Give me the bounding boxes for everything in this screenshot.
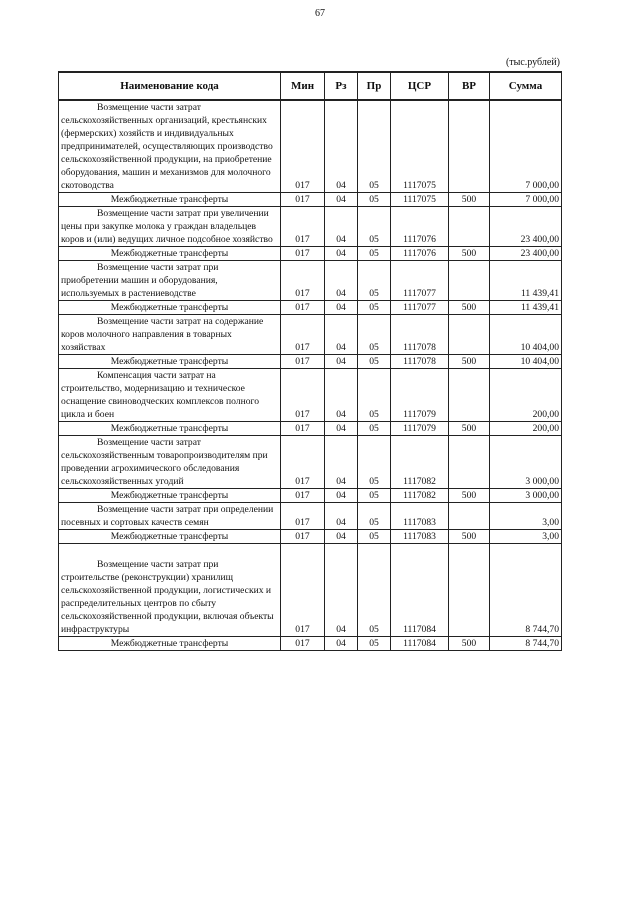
row-csr: 1117083 <box>391 503 449 530</box>
row-vr <box>449 369 490 422</box>
col-header-vr: ВР <box>449 72 490 100</box>
row-name: Межбюджетные трансферты <box>59 489 281 503</box>
row-csr: 1117083 <box>391 530 449 544</box>
row-csr: 1117082 <box>391 489 449 503</box>
row-name: Межбюджетные трансферты <box>59 301 281 315</box>
row-vr: 500 <box>449 422 490 436</box>
row-vr <box>449 436 490 489</box>
row-pr: 05 <box>358 100 391 193</box>
row-pr: 05 <box>358 489 391 503</box>
row-min: 017 <box>281 355 325 369</box>
row-pr: 05 <box>358 261 391 301</box>
row-name-text: Возмещение части затрат на содержание коров молочного направления в товарных хозяйствах <box>61 316 264 353</box>
table-row <box>59 369 562 422</box>
row-csr: 1117078 <box>391 355 449 369</box>
row-rz: 04 <box>325 207 358 247</box>
budget-table <box>58 71 562 651</box>
row-min: 017 <box>281 100 325 193</box>
row-pr: 05 <box>358 301 391 315</box>
row-name <box>59 436 281 489</box>
row-vr: 500 <box>449 489 490 503</box>
row-name: Межбюджетные трансферты <box>59 247 281 261</box>
row-csr: 1117078 <box>391 315 449 355</box>
row-name-text: Возмещение части затрат при увеличении цены при закупке молока у граждан владельцев коров и (или) ведущих личное подсобное хозяйство <box>61 208 273 245</box>
row-vr: 500 <box>449 193 490 207</box>
row-name-text: Возмещение части затрат сельскохозяйственным товаропроизводителям при проведении агрохимического обследования сельскохозяйственных угодий <box>61 437 268 487</box>
row-min: 017 <box>281 544 325 637</box>
row-name <box>59 207 281 247</box>
row-pr: 05 <box>358 436 391 489</box>
table-row <box>59 637 562 651</box>
row-min: 017 <box>281 503 325 530</box>
row-sum: 8 744,70 <box>490 544 562 637</box>
row-sum: 3 000,00 <box>490 436 562 489</box>
units-label: (тыс.рублей) <box>505 57 560 68</box>
row-rz: 04 <box>325 637 358 651</box>
col-header-sum: Сумма <box>490 72 562 100</box>
row-name: Межбюджетные трансферты <box>59 422 281 436</box>
row-sum: 10 404,00 <box>490 315 562 355</box>
row-csr: 1117075 <box>391 193 449 207</box>
row-min: 017 <box>281 315 325 355</box>
row-vr: 500 <box>449 355 490 369</box>
row-name-text: Возмещение части затрат при определении посевных и сортовых качеств семян <box>61 504 274 528</box>
row-csr: 1117082 <box>391 436 449 489</box>
row-pr: 05 <box>358 530 391 544</box>
row-name <box>59 261 281 301</box>
table-row <box>59 530 562 544</box>
row-sum: 200,00 <box>490 422 562 436</box>
row-min: 017 <box>281 207 325 247</box>
row-rz: 04 <box>325 315 358 355</box>
table-row <box>59 247 562 261</box>
row-sum: 200,00 <box>490 369 562 422</box>
row-sum: 7 000,00 <box>490 193 562 207</box>
table-row <box>59 100 562 193</box>
row-min: 017 <box>281 422 325 436</box>
table-row <box>59 355 562 369</box>
table-row <box>59 544 562 637</box>
row-pr: 05 <box>358 369 391 422</box>
row-min: 017 <box>281 247 325 261</box>
row-pr: 05 <box>358 207 391 247</box>
row-pr: 05 <box>358 503 391 530</box>
row-csr: 1117076 <box>391 207 449 247</box>
row-csr: 1117077 <box>391 301 449 315</box>
row-name-text: Возмещение части затрат сельскохозяйственных организаций, крестьянских (фермерских) хозяйств и индивидуальных предпринимателей, осуществляющих производство сельскохозяйственной продукции, на приобретение оборудования, машин и механизмов для молочного скотоводства <box>61 102 273 191</box>
row-sum: 7 000,00 <box>490 100 562 193</box>
row-vr <box>449 100 490 193</box>
row-pr: 05 <box>358 315 391 355</box>
row-name <box>59 100 281 193</box>
row-pr: 05 <box>358 193 391 207</box>
table-row <box>59 315 562 355</box>
row-min: 017 <box>281 369 325 422</box>
row-sum: 3,00 <box>490 503 562 530</box>
col-header-min: Мин <box>281 72 325 100</box>
row-rz: 04 <box>325 422 358 436</box>
table-row <box>59 207 562 247</box>
row-csr: 1117076 <box>391 247 449 261</box>
row-pr: 05 <box>358 355 391 369</box>
row-name-text: Возмещение части затрат при строительстве (реконструкции) хранилищ сельскохозяйственной продукции, логистических и распределительных центров по сбыту сельскохозяйственной продукции, включая объекты инфраструктуры <box>61 559 274 635</box>
row-rz: 04 <box>325 530 358 544</box>
row-rz: 04 <box>325 436 358 489</box>
row-vr <box>449 503 490 530</box>
row-min: 017 <box>281 436 325 489</box>
row-sum: 10 404,00 <box>490 355 562 369</box>
row-min: 017 <box>281 261 325 301</box>
row-name: Межбюджетные трансферты <box>59 193 281 207</box>
row-csr: 1117079 <box>391 369 449 422</box>
table-row <box>59 301 562 315</box>
row-vr: 500 <box>449 530 490 544</box>
row-vr <box>449 261 490 301</box>
row-sum: 11 439,41 <box>490 261 562 301</box>
table-row <box>59 436 562 489</box>
page-number: 67 <box>315 8 325 19</box>
row-sum: 23 400,00 <box>490 247 562 261</box>
row-rz: 04 <box>325 100 358 193</box>
row-sum: 11 439,41 <box>490 301 562 315</box>
col-header-name: Наименование кода <box>59 72 281 100</box>
row-name-text: Возмещение части затрат при приобретении машин и оборудования, используемых в растениеводстве <box>61 262 219 299</box>
row-vr <box>449 544 490 637</box>
col-header-csr: ЦСР <box>391 72 449 100</box>
row-pr: 05 <box>358 544 391 637</box>
row-min: 017 <box>281 637 325 651</box>
table-row <box>59 422 562 436</box>
row-vr: 500 <box>449 301 490 315</box>
col-header-pr: Пр <box>358 72 391 100</box>
row-sum: 8 744,70 <box>490 637 562 651</box>
table-row <box>59 489 562 503</box>
row-csr: 1117084 <box>391 637 449 651</box>
row-vr <box>449 207 490 247</box>
row-rz: 04 <box>325 489 358 503</box>
row-min: 017 <box>281 301 325 315</box>
row-sum: 3 000,00 <box>490 489 562 503</box>
table-row <box>59 503 562 530</box>
row-rz: 04 <box>325 503 358 530</box>
row-rz: 04 <box>325 355 358 369</box>
row-csr: 1117077 <box>391 261 449 301</box>
row-min: 017 <box>281 489 325 503</box>
row-name <box>59 503 281 530</box>
row-rz: 04 <box>325 544 358 637</box>
row-pr: 05 <box>358 637 391 651</box>
row-name-text: Компенсация части затрат на строительство, модернизацию и техническое оснащение свиноводческих комплексов полного цикла и боен <box>61 370 260 420</box>
row-name: Межбюджетные трансферты <box>59 530 281 544</box>
row-csr: 1117075 <box>391 100 449 193</box>
row-name: Межбюджетные трансферты <box>59 355 281 369</box>
row-rz: 04 <box>325 369 358 422</box>
table-row <box>59 193 562 207</box>
row-name <box>59 315 281 355</box>
row-min: 017 <box>281 193 325 207</box>
row-name <box>59 544 281 637</box>
table-header-row <box>59 72 562 100</box>
row-vr: 500 <box>449 247 490 261</box>
table-row <box>59 261 562 301</box>
row-min: 017 <box>281 530 325 544</box>
row-rz: 04 <box>325 193 358 207</box>
row-vr: 500 <box>449 637 490 651</box>
row-sum: 23 400,00 <box>490 207 562 247</box>
row-pr: 05 <box>358 422 391 436</box>
row-csr: 1117079 <box>391 422 449 436</box>
col-header-rz: Рз <box>325 72 358 100</box>
row-rz: 04 <box>325 301 358 315</box>
row-csr: 1117084 <box>391 544 449 637</box>
row-name: Межбюджетные трансферты <box>59 637 281 651</box>
row-rz: 04 <box>325 247 358 261</box>
row-vr <box>449 315 490 355</box>
row-name <box>59 369 281 422</box>
row-sum: 3,00 <box>490 530 562 544</box>
row-pr: 05 <box>358 247 391 261</box>
row-rz: 04 <box>325 261 358 301</box>
